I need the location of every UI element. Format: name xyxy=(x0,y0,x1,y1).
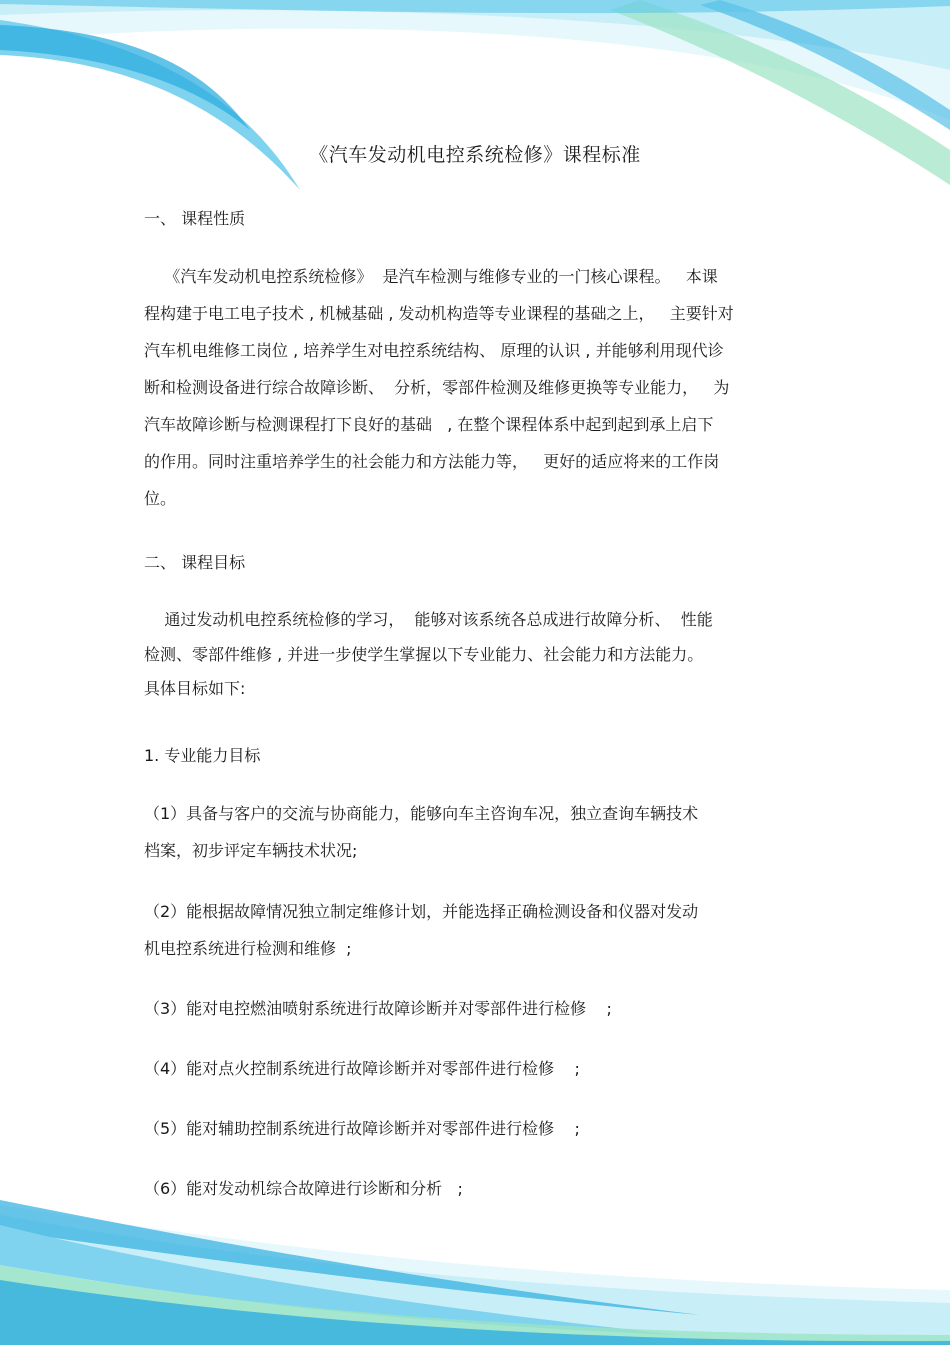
paragraph-line: 位。 xyxy=(144,489,177,508)
paragraph-line: 的作用。同时注重培养学生的社会能力和方法能力等， 更好的适应将来的工作岗 xyxy=(144,452,720,471)
list-item xyxy=(144,1050,809,1087)
document-title: 《汽车发动机电控系统检修》课程标准 xyxy=(309,144,641,166)
list-item-line: （6）能对发动机综合故障进行诊断和分析 ; xyxy=(144,1179,463,1198)
list-item-line: （1）具备与客户的交流与协商能力，能够向车主咨询车况，独立查询车辆技术 xyxy=(144,804,699,823)
subsection-heading-professional-goals: 1. 专业能力目标 xyxy=(144,746,261,765)
paragraph-course-nature xyxy=(144,258,809,517)
list-item xyxy=(144,795,809,869)
list-item-line: 档案，初步评定车辆技术状况; xyxy=(144,841,358,860)
paragraph-line: 通过发动机电控系统检修的学习， 能够对该系统各总成进行故障分析、 性能 xyxy=(144,610,713,629)
paragraph-line: 程构建于电工电子技术 , 机械基础 , 发动机构造等专业课程的基础之上， 主要针对 xyxy=(144,304,734,323)
paragraph-line: 汽车机电维修工岗位 , 培养学生对电控系统结构、 原理的认识 , 并能够利用现代诊 xyxy=(144,341,724,360)
list-item-line: （3）能对电控燃油喷射系统进行故障诊断并对零部件进行检修 ; xyxy=(144,999,612,1018)
section-heading-course-nature: 一、 课程性质 xyxy=(144,209,246,228)
paragraph-line: 断和检测设备进行综合故障诊断、 分析，零部件检测及维修更换等专业能力， 为 xyxy=(144,378,730,397)
list-item-line: （5）能对辅助控制系统进行故障诊断并对零部件进行检修 ; xyxy=(144,1119,580,1138)
list-item xyxy=(144,1110,809,1147)
list-item-line: （4）能对点火控制系统进行故障诊断并对零部件进行检修 ; xyxy=(144,1059,580,1078)
list-item-line: （2）能根据故障情况独立制定维修计划，并能选择正确检测设备和仪器对发动 xyxy=(144,902,699,921)
paragraph-line: 《汽车发动机电控系统检修》 是汽车检测与维修专业的一门核心课程。 本课 xyxy=(144,267,718,286)
paragraph-line: 检测、零部件维修 , 并进一步使学生掌握以下专业能力、社会能力和方法能力。 xyxy=(144,645,704,664)
paragraph-course-goals xyxy=(144,601,809,706)
paragraph-line: 汽车故障诊断与检测课程打下良好的基础 , 在整个课程体系中起到起到承上启下 xyxy=(144,415,714,434)
section-heading-course-goals: 二、 课程目标 xyxy=(144,553,246,572)
paragraph-line: 具体目标如下: xyxy=(144,679,246,698)
list-item xyxy=(144,1170,809,1207)
list-item-line: 机电控系统进行检测和维修 ; xyxy=(144,939,352,958)
list-item xyxy=(144,990,809,1027)
list-item xyxy=(144,893,809,967)
